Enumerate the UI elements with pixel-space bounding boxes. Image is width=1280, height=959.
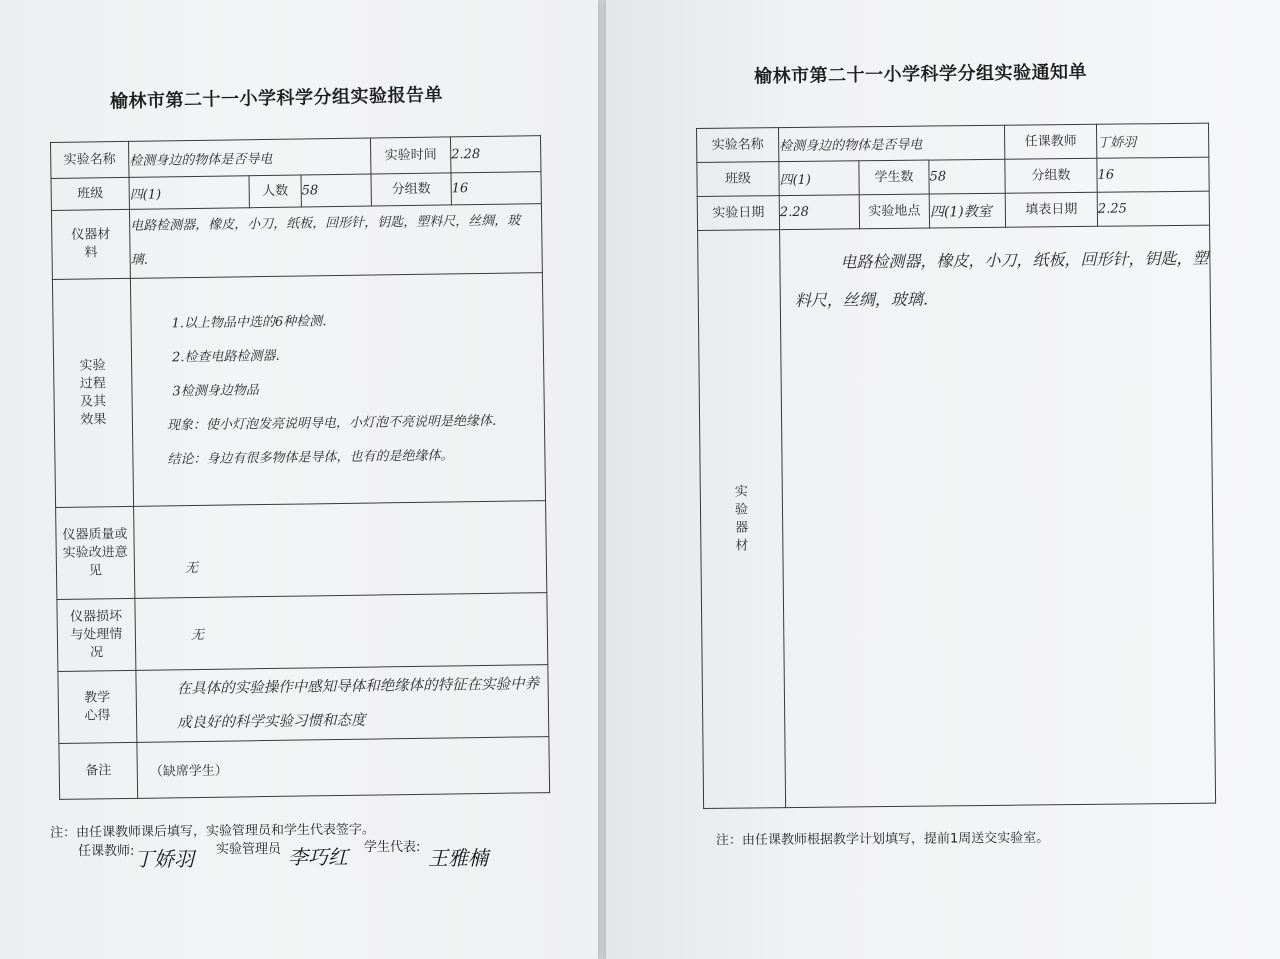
admin-signature: 李巧红 bbox=[288, 845, 348, 869]
report-process-value bbox=[130, 273, 545, 507]
process-conclusion: 结论：身边有很多物体是导体，也有的是绝缘体。 bbox=[167, 447, 454, 467]
report-time-label: 实验时间 bbox=[370, 137, 450, 174]
report-groups-label: 分组数 bbox=[371, 173, 451, 206]
report-count-value: 58 bbox=[301, 174, 371, 207]
report-insight-label: 教学心得 bbox=[58, 670, 137, 743]
notice-fill-date-label: 填表日期 bbox=[1005, 192, 1097, 227]
report-table bbox=[50, 135, 550, 800]
student-signature: 王雅楠 bbox=[428, 846, 488, 870]
notice-teacher-value: 丁娇羽 bbox=[1096, 123, 1208, 158]
report-groups-value: 16 bbox=[451, 172, 541, 205]
report-remark-value: （缺席学生） bbox=[137, 737, 550, 799]
report-materials-value: 电路检测器，橡皮，小刀，纸板，回形针，钥匙，塑料尺，丝绸，玻璃． bbox=[129, 204, 542, 279]
report-remark-label: 备注 bbox=[59, 742, 138, 799]
notice-date-label: 实验日期 bbox=[697, 196, 779, 231]
notice-groups-label: 分组数 bbox=[1005, 158, 1097, 193]
report-damage-value: 无 bbox=[135, 593, 548, 671]
notice-place-value: 四(1)教室 bbox=[929, 193, 1005, 228]
notice-date-value: 2.28 bbox=[779, 195, 859, 230]
admin-signature-label: 实验管理员 bbox=[216, 842, 282, 857]
process-step-3: 3检测身边物品 bbox=[172, 382, 259, 399]
notice-place-label: 实验地点 bbox=[859, 194, 929, 229]
report-class-value: 四(1) bbox=[129, 176, 249, 210]
report-time-value: 2.28 bbox=[450, 136, 540, 173]
notice-groups-value: 16 bbox=[1097, 157, 1209, 192]
notice-class-value: 四(1) bbox=[779, 161, 859, 196]
notice-name-value: 检测身边的物体是否导电 bbox=[779, 125, 1005, 161]
notice-name-label: 实验名称 bbox=[697, 128, 779, 163]
notice-note: 注：由任课教师根据教学计划填写，提前1周送交实验室。 bbox=[715, 830, 1050, 849]
notice-table bbox=[696, 123, 1216, 809]
report-sheet bbox=[0, 0, 598, 959]
report-quality-value: 无 bbox=[134, 501, 547, 599]
process-step-1: 1.以上物品中选的6种检测． bbox=[171, 313, 336, 331]
report-insight-value: 在具体的实验操作中感知导体和绝缘体的特征在实验中养成良好的科学实验习惯和态度 bbox=[136, 665, 549, 743]
report-count-label: 人数 bbox=[249, 175, 301, 208]
report-title: 榆林市第二十一小学科学分组实验报告单 bbox=[109, 84, 444, 113]
notice-teacher-label: 任课教师 bbox=[1005, 124, 1097, 159]
notice-students-value: 58 bbox=[929, 159, 1005, 194]
notice-class-label: 班级 bbox=[697, 162, 779, 197]
notice-fill-date-value: 2.25 bbox=[1097, 191, 1209, 226]
process-observation: 现象：使小灯泡发亮说明导电，小灯泡不亮说明是绝缘体． bbox=[166, 413, 506, 433]
notice-equipment-label: 实验器材 bbox=[698, 230, 786, 809]
process-step-2: 2.检查电路检测器． bbox=[171, 348, 289, 365]
report-materials-label: 仪器材料 bbox=[51, 209, 130, 279]
teacher-signature: 丁娇羽 bbox=[134, 847, 194, 871]
report-quality-label: 仪器质量或实验改进意见 bbox=[56, 506, 135, 599]
notice-title: 榆林市第二十一小学科学分组实验通知单 bbox=[753, 61, 1088, 88]
report-process-label: 实验过程及其效果 bbox=[52, 278, 133, 507]
teacher-signature-label: 任课教师: bbox=[78, 844, 135, 859]
student-signature-label: 学生代表: bbox=[364, 840, 421, 855]
notice-equipment-value: 电路检测器，橡皮，小刀，纸板，回形针，钥匙，塑料尺，丝绸，玻璃． bbox=[780, 225, 1216, 807]
report-note: 注：由任课教师课后填写，实验管理员和学生代表签字。 bbox=[49, 822, 376, 841]
notice-sheet bbox=[606, 0, 1280, 959]
report-name-label: 实验名称 bbox=[51, 141, 129, 178]
report-damage-label: 仪器损坏与处理情况 bbox=[57, 598, 136, 671]
notice-students-label: 学生数 bbox=[859, 160, 929, 195]
report-class-label: 班级 bbox=[51, 177, 129, 210]
report-name-value: 检测身边的物体是否导电 bbox=[128, 138, 370, 177]
